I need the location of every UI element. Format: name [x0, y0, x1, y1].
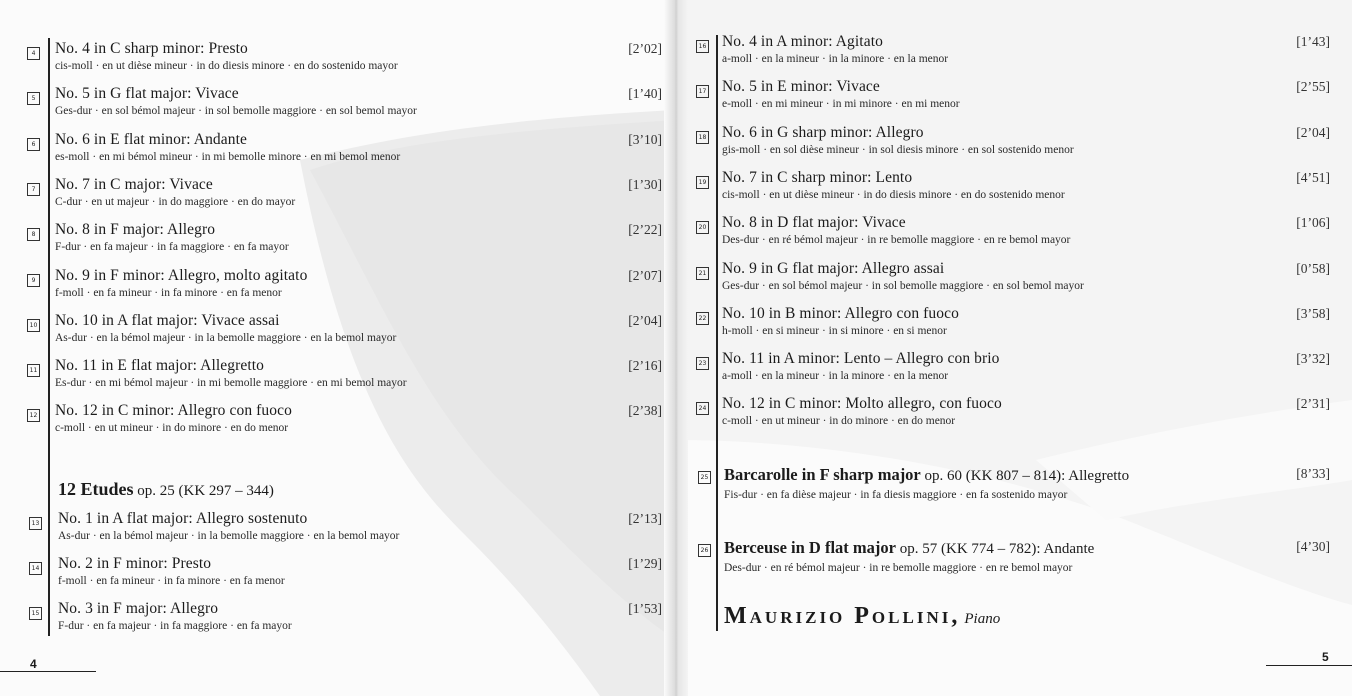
track-key-translations: As-dur · en la bémol majeur · in la bemolle maggiore · en la bemol mayor — [55, 331, 397, 344]
track-item — [0, 85, 676, 125]
track-key-translations: Des-dur · en ré bémol majeur · in re bemolle maggiore · en re bemol mayor — [722, 234, 1071, 247]
track-duration: [8’33] — [1296, 466, 1330, 481]
section-title-bold: 12 Etudes — [58, 479, 134, 499]
track-key-translations: Ges-dur · en sol bémol majeur · in sol bemolle maggiore · en sol bemol mayor — [722, 279, 1084, 292]
track-item — [676, 350, 1352, 390]
track-key-translations: e-moll · en mi mineur · in mi minore · en mi menor — [722, 98, 960, 111]
track-item — [676, 169, 1352, 209]
track-item — [676, 214, 1352, 254]
track-key-translations: gis-moll · en sol dièse mineur · in sol diesis minore · en sol sostenido menor — [722, 143, 1074, 156]
track-title: No. 11 in A minor: Lento – Allegro con brio — [722, 350, 1000, 368]
track-key-translations: f-moll · en fa mineur · in fa minore · en fa menor — [55, 286, 282, 299]
track-item — [0, 176, 676, 216]
track-number-box: 26 — [698, 544, 711, 557]
track-number-box: 5 — [27, 92, 40, 105]
track-title: No. 12 in C minor: Molto allegro, con fuoco — [722, 395, 1002, 413]
track-number-box: 19 — [696, 176, 709, 189]
track-number-box: 12 — [27, 409, 40, 422]
track-key-translations: Des-dur · en ré bémol majeur · in re bemolle maggiore · en re bemol mayor — [724, 562, 1073, 574]
track-duration: [1’43] — [1296, 34, 1330, 49]
track-item — [0, 131, 676, 171]
track-item — [0, 312, 676, 352]
track-title: No. 10 in A flat major: Vivace assai — [55, 311, 280, 329]
track-duration: [2’04] — [628, 312, 662, 328]
track-key-translations: As-dur · en la bémol majeur · in la bemolle maggiore · en la bemol mayor — [58, 530, 400, 542]
track-duration: [3’32] — [1296, 351, 1330, 367]
track-title: No. 7 in C sharp minor: Lento — [722, 168, 913, 186]
track-number-box: 22 — [696, 312, 709, 325]
track-item — [0, 555, 676, 595]
right-footer-rule — [1266, 665, 1352, 666]
track-duration: [1’30] — [628, 176, 662, 192]
track-number-box: 10 — [27, 319, 40, 332]
track-title: No. 11 in E flat major: Allegretto — [55, 357, 265, 375]
track-item — [676, 305, 1352, 345]
track-title: No. 3 in F major: Allegro — [58, 600, 219, 617]
track-key-translations: a-moll · en la mineur · in la minore · en la menor — [722, 370, 949, 383]
track-title-bold: Barcarolle in F sharp major — [724, 465, 921, 484]
track-key-translations: C-dur · en ut majeur · in do maggiore · en do mayor — [55, 195, 296, 208]
left-footer-rule — [0, 671, 96, 672]
track-duration: [1’06] — [1296, 215, 1330, 231]
track-key-translations: a-moll · en la mineur · in la minore · en la menor — [722, 53, 949, 65]
track-title — [724, 538, 1094, 558]
track-title: No. 1 in A flat major: Allegro sostenuto — [58, 510, 308, 527]
track-title: No. 4 in C sharp minor: Presto — [55, 40, 248, 57]
track-key-translations: c-moll · en ut mineur · in do minore · en do menor — [722, 415, 956, 428]
track-duration: [1’40] — [628, 86, 662, 102]
track-title: No. 8 in D flat major: Vivace — [722, 214, 906, 232]
track-duration: [2’31] — [1296, 396, 1330, 412]
track-number-box: 8 — [27, 228, 40, 241]
track-key-translations: h-moll · en si mineur · in si minore · en si menor — [722, 324, 947, 337]
track-title: No. 12 in C minor: Allegro con fuoco — [55, 402, 292, 420]
track-number-box: 20 — [696, 221, 709, 234]
track-number-box: 7 — [27, 183, 40, 196]
track-item — [0, 600, 676, 640]
track-duration: [2’07] — [628, 267, 662, 283]
track-item — [0, 221, 676, 261]
track-item — [676, 78, 1352, 118]
track-title: No. 4 in A minor: Agitato — [722, 33, 883, 50]
track-item — [0, 402, 676, 442]
track-number-box: 11 — [27, 364, 40, 377]
track-number-box: 24 — [696, 402, 709, 415]
track-title-rest: op. 57 (KK 774 – 782): Andante — [896, 541, 1095, 557]
track-number-box: 14 — [29, 562, 42, 575]
track-number-box: 18 — [696, 131, 709, 144]
page-number-right: 5 — [1322, 650, 1329, 664]
track-title: No. 6 in E flat minor: Andante — [55, 130, 247, 148]
track-key-translations: F-dur · en fa majeur · in fa maggiore · en fa mayor — [55, 241, 289, 254]
track-key-translations: F-dur · en fa majeur · in fa maggiore · en fa mayor — [58, 620, 292, 632]
track-key-translations: cis-moll · en ut dièse mineur · in do diesis minore · en do sostenido mayor — [55, 60, 398, 72]
page-number-left: 4 — [30, 657, 37, 671]
track-item — [676, 260, 1352, 300]
track-number-box: 13 — [29, 517, 42, 530]
track-duration: [1’53] — [628, 601, 662, 616]
track-item — [0, 267, 676, 307]
track-key-translations: Ges-dur · en sol bémol majeur · in sol bemolle maggiore · en sol bemol mayor — [55, 105, 417, 118]
track-item — [676, 395, 1352, 435]
track-duration: [3’10] — [628, 131, 662, 147]
track-duration: [1’29] — [628, 556, 662, 571]
track-number-box: 25 — [698, 471, 711, 484]
track-number-box: 17 — [696, 85, 709, 98]
track-title: No. 10 in B minor: Allegro con fuoco — [722, 304, 959, 322]
performer-name: Maurizio Pollini, — [724, 603, 961, 629]
track-title: No. 5 in E minor: Vivace — [722, 78, 880, 96]
track-duration: [2’22] — [628, 222, 662, 238]
performer-role: Piano — [964, 611, 1001, 627]
track-key-translations: es-moll · en mi bémol mineur · in mi bemolle minore · en mi bemol menor — [55, 150, 401, 163]
track-barcarolle — [676, 460, 1352, 510]
track-item — [0, 40, 676, 80]
etudes-op25-heading — [58, 479, 274, 500]
track-item — [676, 124, 1352, 164]
book-gutter — [664, 0, 688, 696]
track-key-translations: Es-dur · en mi bémol majeur · in mi bemolle maggiore · en mi bemol mayor — [55, 377, 407, 390]
track-title — [724, 465, 1129, 485]
track-title: No. 6 in G sharp minor: Allegro — [722, 123, 924, 141]
track-title-rest: op. 60 (KK 807 – 814): Allegretto — [920, 468, 1130, 484]
track-title: No. 2 in F minor: Presto — [58, 555, 212, 572]
track-number-box: 4 — [27, 47, 40, 60]
track-duration: [2’13] — [628, 511, 662, 526]
track-item — [676, 33, 1352, 73]
track-title: No. 9 in G flat major: Allegro assai — [722, 259, 945, 277]
track-title: No. 9 in F minor: Allegro, molto agitato — [55, 266, 308, 284]
track-number-box: 9 — [27, 274, 40, 287]
track-key-translations: Fis-dur · en fa dièse majeur · in fa diesis maggiore · en fa sostenido mayor — [724, 489, 1068, 501]
track-duration: [2’55] — [1296, 79, 1330, 95]
track-item — [0, 357, 676, 397]
track-number-box: 21 — [696, 267, 709, 280]
track-duration: [2’04] — [1296, 124, 1330, 140]
track-duration: [0’58] — [1296, 260, 1330, 276]
track-title: No. 8 in F major: Allegro — [55, 221, 216, 239]
track-duration: [2’16] — [628, 358, 662, 374]
track-title: No. 7 in C major: Vivace — [55, 175, 213, 193]
performer-credit — [724, 603, 1000, 630]
track-key-translations: cis-moll · en ut dièse mineur · in do diesis minore · en do sostenido menor — [722, 188, 1065, 201]
track-berceuse — [676, 533, 1352, 583]
track-item — [0, 510, 676, 550]
track-number-box: 15 — [29, 607, 42, 620]
track-title-bold: Berceuse in D flat major — [724, 538, 896, 557]
right-page — [676, 0, 1352, 696]
track-number-box: 6 — [27, 138, 40, 151]
track-duration: [4’30] — [1296, 539, 1330, 554]
track-title: No. 5 in G flat major: Vivace — [55, 85, 239, 103]
track-duration: [3’58] — [1296, 305, 1330, 321]
track-number-box: 23 — [696, 357, 709, 370]
track-duration: [2’38] — [628, 403, 662, 419]
track-duration: [4’51] — [1296, 169, 1330, 185]
track-key-translations: f-moll · en fa mineur · in fa minore · en fa menor — [58, 575, 285, 587]
section-title-rest: op. 25 (KK 297 – 344) — [133, 483, 274, 499]
track-duration: [2’02] — [628, 41, 662, 56]
track-key-translations: c-moll · en ut mineur · in do minore · en do menor — [55, 422, 289, 435]
track-number-box: 16 — [696, 40, 709, 53]
